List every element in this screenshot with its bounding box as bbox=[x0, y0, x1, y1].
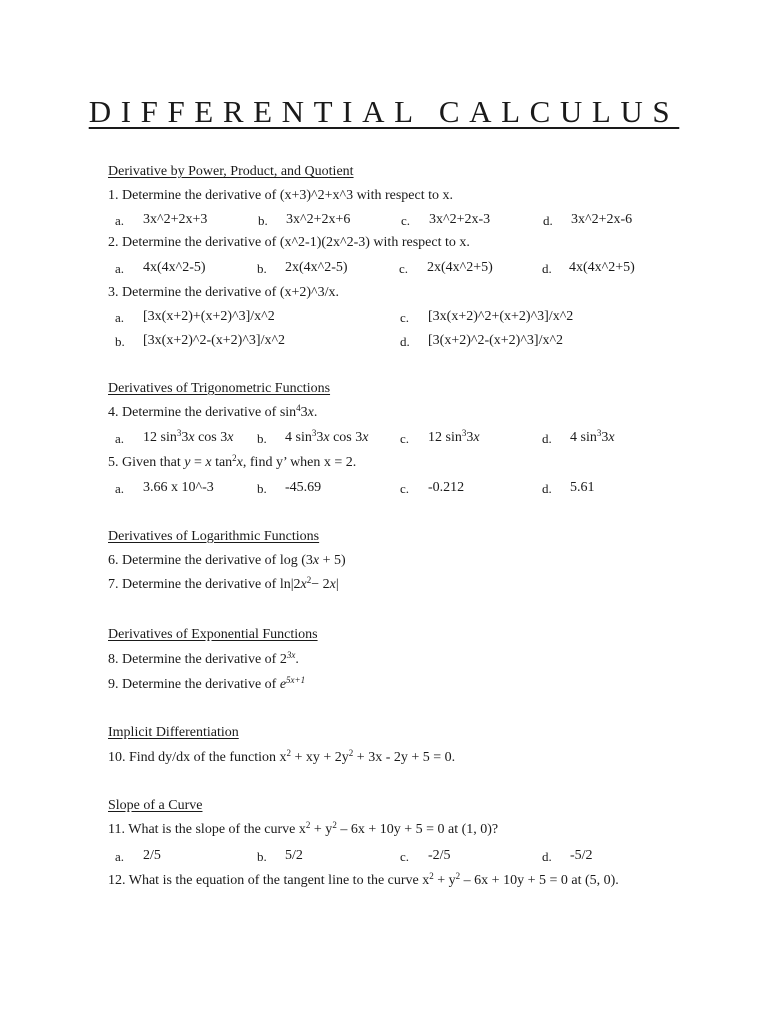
question-2-option-b: 2x(4x^2-5) bbox=[285, 260, 348, 275]
option-variable: x bbox=[473, 430, 480, 445]
question-7-middle: − 2 bbox=[311, 577, 330, 592]
question-11-text: 11. What is the slope of the curve x bbox=[108, 822, 306, 837]
option-variable: x bbox=[227, 430, 234, 445]
question-12-text: 12. What is the equation of the tangent line to the curve x bbox=[108, 873, 430, 888]
question-10-middle: + xy + 2y bbox=[291, 750, 349, 765]
question-4-variable: x bbox=[307, 405, 314, 420]
question-11-option-a: 2/5 bbox=[143, 848, 161, 863]
question-4-end: . bbox=[313, 405, 318, 420]
question-5-x: x bbox=[205, 455, 212, 470]
option-letter-b: b. bbox=[257, 849, 267, 864]
option-letter-a: a. bbox=[115, 213, 125, 228]
question-9 bbox=[108, 677, 305, 693]
option-letter-c: c. bbox=[400, 849, 410, 864]
question-3-option-d: [3(x+2)^2-(x+2)^3]/x^2 bbox=[428, 333, 564, 348]
question-9-exponent: 5x+1 bbox=[286, 675, 306, 685]
option-letter-a: a. bbox=[115, 849, 125, 864]
option-letter-a: a. bbox=[115, 481, 125, 496]
question-11 bbox=[108, 822, 498, 838]
question-7-exponent: 2 bbox=[306, 575, 312, 585]
question-7-variable: x bbox=[300, 577, 307, 592]
option-exponent: 3 bbox=[311, 428, 317, 438]
option-letter-b: b. bbox=[115, 334, 125, 349]
question-4-text: 4. Determine the derivative of sin bbox=[108, 405, 297, 420]
question-11-exponent: 2 bbox=[332, 820, 337, 830]
question-10-exponent: 2 bbox=[348, 748, 354, 758]
section-heading-slope-of-curve: Slope of a Curve bbox=[108, 798, 203, 813]
option-variable: x bbox=[608, 430, 615, 445]
question-10-tail: + 3x - 2y + 5 = 0. bbox=[353, 750, 456, 765]
question-3: 3. Determine the derivative of (x+2)^3/x. bbox=[108, 285, 339, 300]
question-12-exponent: 2 bbox=[429, 871, 434, 881]
question-11-option-b: 5/2 bbox=[285, 848, 303, 863]
question-5-y: y bbox=[184, 455, 191, 470]
option-letter-b: b. bbox=[257, 261, 267, 276]
question-2-option-d: 4x(4x^2+5) bbox=[569, 260, 635, 275]
question-11-exponent: 2 bbox=[305, 820, 311, 830]
section-heading-power-product-quotient: Derivative by Power, Product, and Quotient bbox=[108, 164, 354, 179]
question-8 bbox=[108, 652, 299, 668]
question-11-option-d: -5/2 bbox=[570, 848, 593, 863]
question-5-option-d: 5.61 bbox=[570, 480, 595, 495]
question-11-middle: + y bbox=[310, 822, 333, 837]
question-4-argument: 3 bbox=[300, 405, 308, 420]
option-argument: 3 bbox=[601, 430, 609, 445]
question-4 bbox=[108, 405, 317, 421]
question-12-exponent: 2 bbox=[455, 871, 461, 881]
question-5-option-c: -0.212 bbox=[428, 480, 465, 495]
option-argument: 3 bbox=[466, 430, 474, 445]
option-variable: x bbox=[323, 430, 330, 445]
question-4-option-d bbox=[570, 430, 615, 446]
question-7-tail: | bbox=[335, 577, 339, 592]
question-11-option-c: -2/5 bbox=[428, 848, 451, 863]
question-4-exponent: 4 bbox=[296, 403, 301, 413]
option-letter-a: a. bbox=[115, 310, 125, 325]
section-heading-logarithmic: Derivatives of Logarithmic Functions bbox=[108, 529, 320, 544]
question-5-option-b: -45.69 bbox=[285, 480, 322, 495]
option-cos-term: cos 3 bbox=[329, 430, 363, 445]
question-12-tail: – 6x + 10y + 5 = 0 at (5, 0). bbox=[460, 873, 619, 888]
question-2: 2. Determine the derivative of (x^2-1)(2x^2-3) with respect to x. bbox=[108, 235, 470, 250]
question-3-option-b: [3x(x+2)^2-(x+2)^3]/x^2 bbox=[143, 333, 286, 348]
question-7 bbox=[108, 577, 339, 593]
option-variable: x bbox=[362, 430, 369, 445]
option-exponent: 3 bbox=[461, 428, 467, 438]
option-letter-b: b. bbox=[258, 213, 268, 228]
question-2-option-c: 2x(4x^2+5) bbox=[427, 260, 493, 275]
option-letter-d: d. bbox=[400, 334, 410, 349]
option-letter-d: d. bbox=[542, 481, 552, 496]
option-letter-d: d. bbox=[542, 431, 552, 446]
question-1-option-c: 3x^2+2x-3 bbox=[429, 212, 491, 227]
question-10-exponent: 2 bbox=[286, 748, 291, 758]
option-letter-b: b. bbox=[257, 431, 267, 446]
option-coefficient: 4 sin bbox=[570, 430, 597, 445]
option-exponent: 3 bbox=[596, 428, 602, 438]
question-1-option-d: 3x^2+2x-6 bbox=[571, 212, 633, 227]
option-letter-d: d. bbox=[542, 261, 552, 276]
question-5-exponent: 2 bbox=[232, 453, 237, 463]
option-argument: 3 bbox=[181, 430, 189, 445]
section-heading-implicit-differentiation: Implicit Differentiation bbox=[108, 725, 239, 740]
option-letter-d: d. bbox=[543, 213, 553, 228]
option-letter-c: c. bbox=[400, 481, 410, 496]
question-10-text: 10. Find dy/dx of the function x bbox=[108, 750, 287, 765]
question-5-tan: tan bbox=[211, 455, 233, 470]
question-5-text: 5. Given that bbox=[108, 455, 185, 470]
question-6-variable: x bbox=[312, 553, 320, 568]
question-6 bbox=[108, 553, 346, 569]
question-6-tail: + 5) bbox=[319, 553, 346, 568]
question-7-variable: x bbox=[329, 577, 336, 592]
question-1-option-b: 3x^2+2x+6 bbox=[286, 212, 351, 227]
question-4-option-b bbox=[285, 430, 368, 446]
option-letter-c: c. bbox=[400, 431, 410, 446]
question-2-option-a: 4x(4x^2-5) bbox=[143, 260, 206, 275]
question-12 bbox=[108, 873, 619, 889]
option-variable: x bbox=[188, 430, 195, 445]
option-letter-a: a. bbox=[115, 431, 125, 446]
section-heading-exponential: Derivatives of Exponential Functions bbox=[108, 627, 318, 642]
question-6-text: 6. Determine the derivative of log (3 bbox=[108, 553, 313, 568]
question-5 bbox=[108, 455, 356, 471]
question-5-option-a: 3.66 x 10^-3 bbox=[143, 480, 214, 495]
option-argument: 3 bbox=[316, 430, 324, 445]
question-4-option-c bbox=[428, 430, 480, 446]
question-3-option-a: [3x(x+2)+(x+2)^3]/x^2 bbox=[143, 309, 275, 324]
question-8-text: 8. Determine the derivative of 2 bbox=[108, 652, 287, 667]
option-letter-c: c. bbox=[401, 213, 411, 228]
question-4-option-a bbox=[143, 430, 233, 446]
question-9-base: e bbox=[279, 677, 287, 692]
question-7-text: 7. Determine the derivative of ln|2 bbox=[108, 577, 301, 592]
question-8-exponent: 3x bbox=[286, 650, 296, 660]
question-9-text: 9. Determine the derivative of bbox=[108, 677, 280, 692]
option-exponent: 3 bbox=[176, 428, 182, 438]
question-1: 1. Determine the derivative of (x+3)^2+x^3 with respect to x. bbox=[108, 188, 453, 203]
question-8-tail: . bbox=[295, 652, 299, 667]
question-11-tail: – 6x + 10y + 5 = 0 at (1, 0)? bbox=[336, 822, 499, 837]
question-12-middle: + y bbox=[433, 873, 456, 888]
question-3-option-c: [3x(x+2)^2+(x+2)^3]/x^2 bbox=[428, 309, 574, 324]
option-coefficient: 12 sin bbox=[428, 430, 462, 445]
option-letter-b: b. bbox=[257, 481, 267, 496]
option-coefficient: 12 sin bbox=[143, 430, 177, 445]
question-5-equals: = bbox=[190, 455, 206, 470]
option-letter-a: a. bbox=[115, 261, 125, 276]
option-letter-d: d. bbox=[542, 849, 552, 864]
option-coefficient: 4 sin bbox=[285, 430, 312, 445]
option-letter-c: c. bbox=[399, 261, 409, 276]
page-title: DIFFERENTIAL CALCULUS bbox=[88, 94, 680, 129]
option-letter-c: c. bbox=[400, 310, 410, 325]
question-5-tail: , find y’ when x = 2. bbox=[242, 455, 357, 470]
section-heading-trigonometric: Derivatives of Trigonometric Functions bbox=[108, 381, 331, 396]
question-10 bbox=[108, 750, 455, 766]
question-5-x: x bbox=[236, 455, 243, 470]
option-cos-term: cos 3 bbox=[194, 430, 228, 445]
question-1-option-a: 3x^2+2x+3 bbox=[143, 212, 208, 227]
